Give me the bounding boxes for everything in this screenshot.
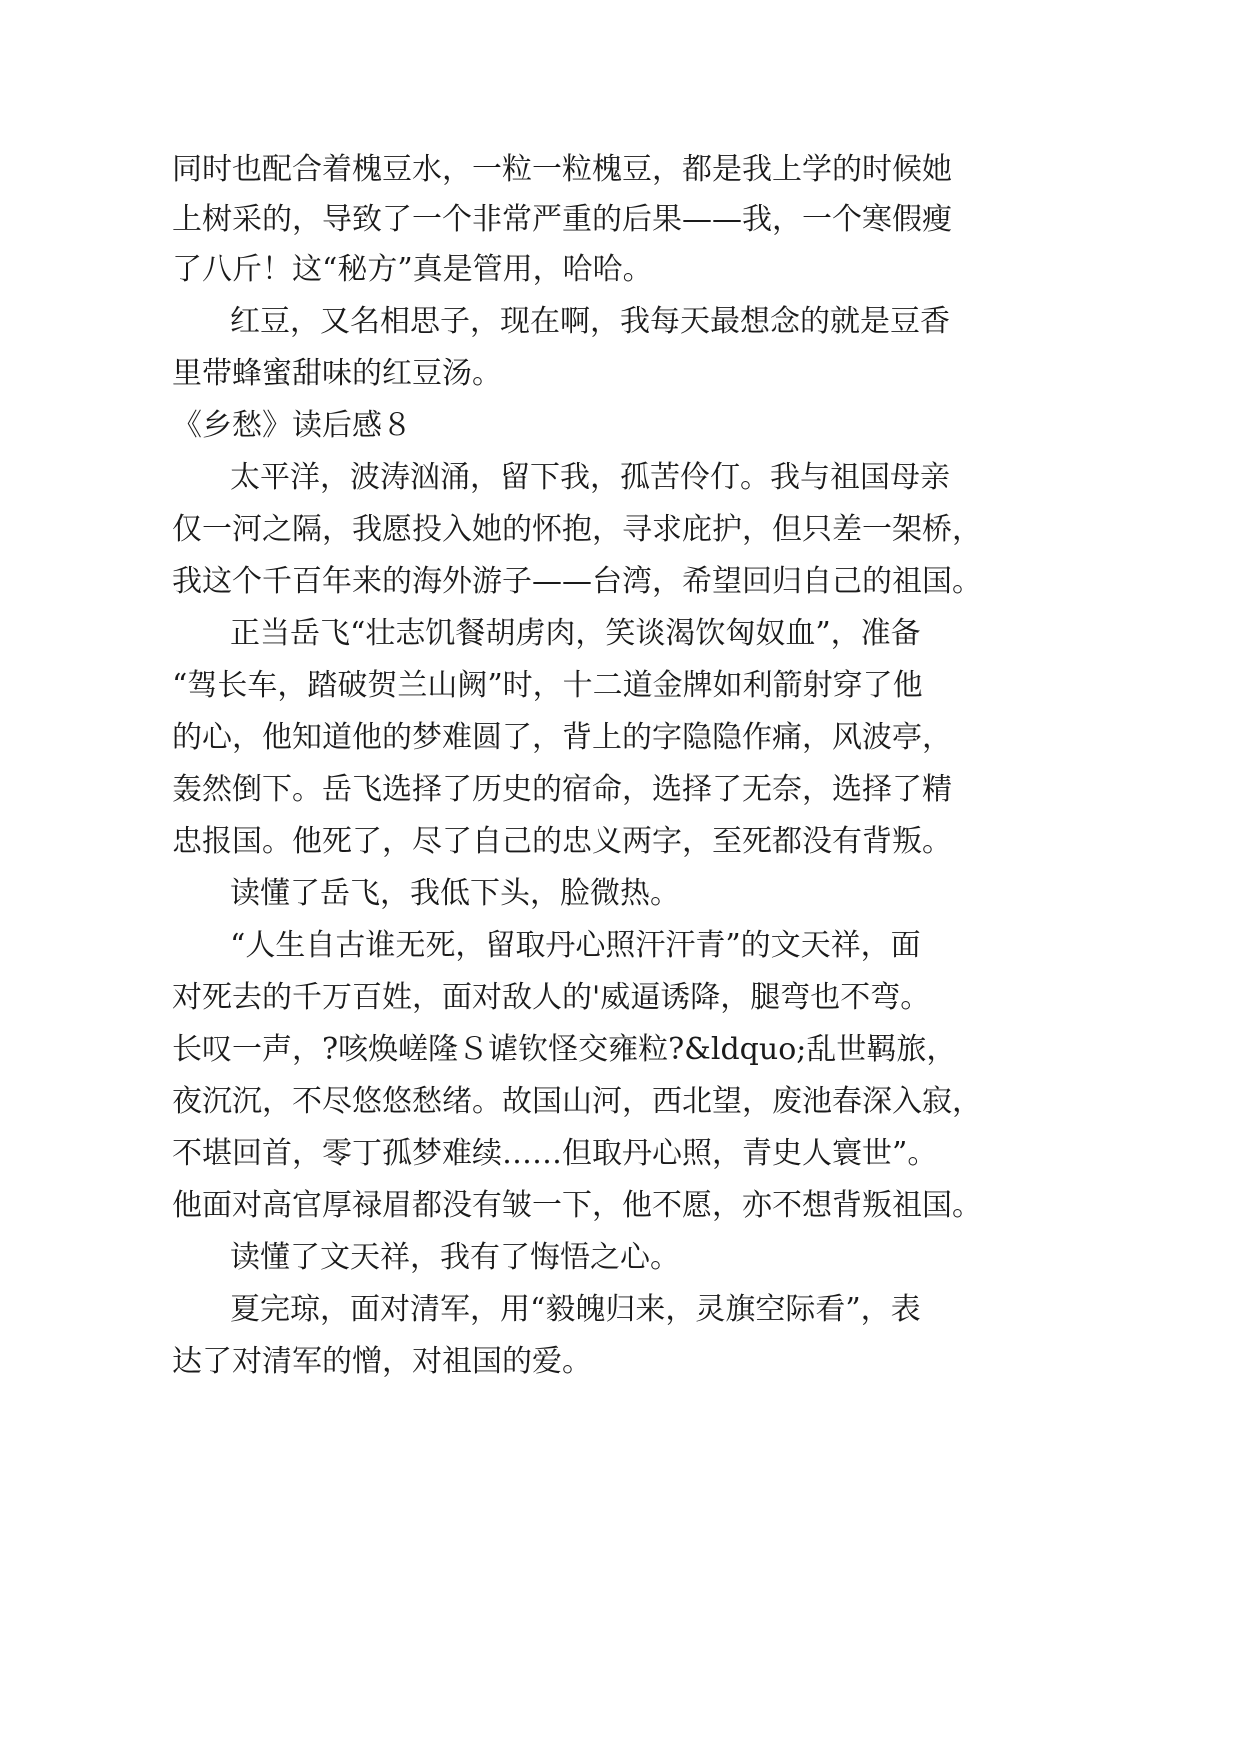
paragraph-line: 仅一河之隔，我愿投入她的怀抱，寻求庇护，但只差一架桥， xyxy=(172,512,982,547)
paragraph-line: 读懂了岳飞，我低下头，脸微热。 xyxy=(230,876,680,911)
paragraph-line: 太平洋，波涛汹涌，留下我，孤苦伶仃。我与祖国母亲 xyxy=(230,460,950,495)
paragraph-line: 的心，他知道他的梦难圆了，背上的字隐隐作痛，风波亭， xyxy=(172,720,952,755)
paragraph-line: 里带蜂蜜甜味的红豆汤。 xyxy=(172,356,502,391)
paragraph-line: 对死去的千万百姓，面对敌人的'威逼诱降，腿弯也不弯。 xyxy=(172,980,931,1015)
paragraph-line: 长叹一声，?咳焕嵯隆Ｓ谑钦怪交雍粒?&ldquo;乱世羁旅， xyxy=(172,1032,957,1067)
section-heading: 《乡愁》读后感８ xyxy=(172,408,412,443)
paragraph-line: 夜沉沉，不尽悠悠愁绪。故国山河，西北望，废池春深入寂， xyxy=(172,1084,982,1119)
paragraph-line: 读懂了文天祥，我有了悔悟之心。 xyxy=(230,1240,680,1275)
paragraph-line: 他面对高官厚禄眉都没有皱一下，他不愿，亦不想背叛祖国。 xyxy=(172,1188,982,1223)
paragraph-line: 忠报国。他死了，尽了自己的忠义两字，至死都没有背叛。 xyxy=(172,824,952,859)
paragraph-line: 轰然倒下。岳飞选择了历史的宿命，选择了无奈，选择了精 xyxy=(172,772,952,807)
paragraph-line: 红豆，又名相思子，现在啊，我每天最想念的就是豆香 xyxy=(230,304,950,339)
paragraph-line: 正当岳飞“壮志饥餐胡虏肉，笑谈渴饮匈奴血”，准备 xyxy=(230,616,921,651)
paragraph-line: 同时也配合着槐豆水，一粒一粒槐豆，都是我上学的时候她 xyxy=(172,152,952,187)
paragraph-line: 上树采的，导致了一个非常严重的后果——我，一个寒假瘦 xyxy=(172,202,952,237)
paragraph-line: 夏完琼，面对清军，用“毅魄归来，灵旗空际看”，表 xyxy=(230,1292,921,1327)
paragraph-line: 达了对清军的憎，对祖国的爱。 xyxy=(172,1344,592,1379)
paragraph-line: 不堪回首，零丁孤梦难续……但取丹心照，青史人寰世”。 xyxy=(172,1136,938,1171)
paragraph-line: “人生自古谁无死，留取丹心照汗汗青”的文天祥，面 xyxy=(230,928,921,963)
paragraph-line: “驾长车，踏破贺兰山阙”时，十二道金牌如利箭射穿了他 xyxy=(172,668,923,703)
paragraph-line: 了八斤！这“秘方”真是管用，哈哈。 xyxy=(172,252,653,287)
paragraph-line: 我这个千百年来的海外游子——台湾，希望回归自己的祖国。 xyxy=(172,564,982,599)
